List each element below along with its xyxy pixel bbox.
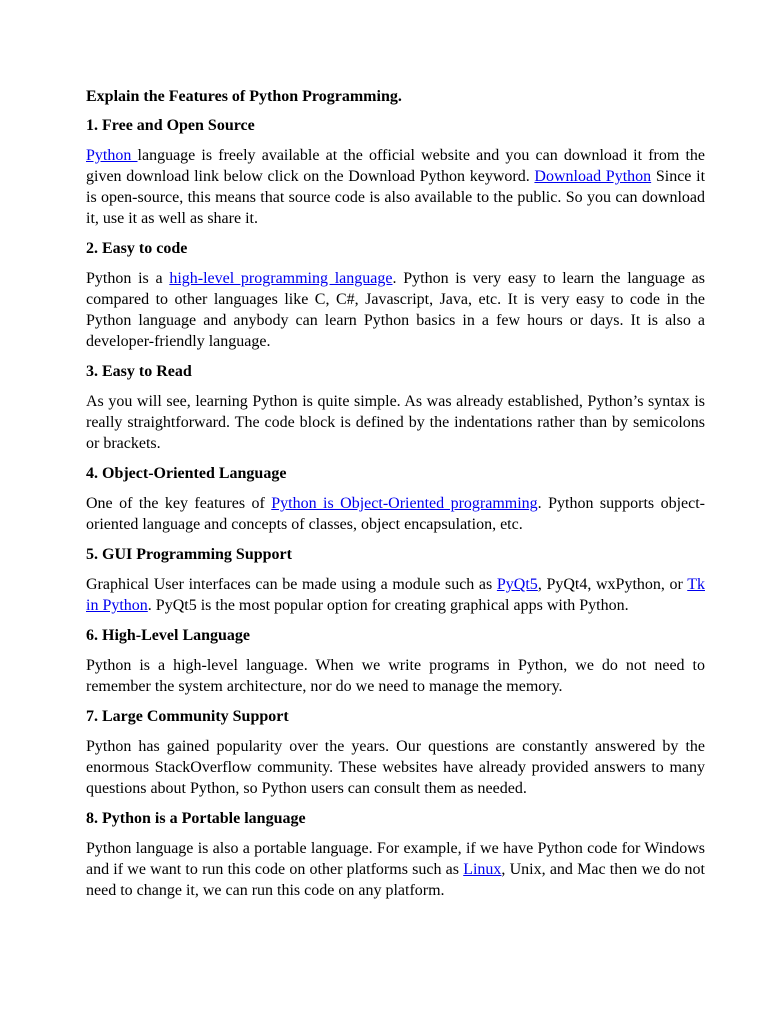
paragraph-text: One of the key features of bbox=[86, 495, 272, 512]
section-heading-high-level: 6. High-Level Language bbox=[86, 627, 251, 644]
pyqt5-link[interactable]: PyQt5 bbox=[496, 576, 538, 593]
section-heading-easy-to-read: 3. Easy to Read bbox=[86, 363, 192, 380]
section-paragraph-community: Python has gained popularity over the years. Our questions are constantly answered by the enormous StackOverflow community. These websites have already provided answers to many questions about Python, so Python users can consult them as needed. bbox=[86, 738, 705, 797]
python-oop-link[interactable]: Python is Object-Oriented programming bbox=[271, 495, 538, 512]
paragraph-text: . PyQt5 is the most popular option for creating graphical apps with Python. bbox=[147, 597, 629, 614]
document-title: Explain the Features of Python Programming. bbox=[86, 88, 402, 105]
download-python-link[interactable]: Download Python bbox=[534, 168, 652, 185]
python-link[interactable]: Python bbox=[86, 147, 138, 164]
section-heading-community: 7. Large Community Support bbox=[86, 708, 289, 725]
section-paragraph-gui-programming bbox=[86, 574, 705, 616]
section-heading-portable: 8. Python is a Portable language bbox=[86, 810, 306, 827]
section-paragraph-portable bbox=[86, 838, 705, 901]
linux-link[interactable]: Linux bbox=[463, 861, 502, 878]
paragraph-text: Python language is also a portable language. For example, if we have Python code for Windows and if we want to run this code on other platforms such as bbox=[86, 840, 705, 878]
paragraph-text: Python is a bbox=[86, 270, 170, 287]
paragraph-text: Since it is open-source, this means that source code is also available to the public. So you can download it, use it as well as share it. bbox=[86, 168, 706, 227]
paragraph-text: . Python is very easy to learn the language as compared to other languages like C, C#, Javascript, Java, etc. It is very easy to code in the Python language and anybody can learn Python basics in a few hours or days. It is also a developer-friendly language. bbox=[86, 270, 706, 350]
section-paragraph-free-open-source bbox=[86, 145, 705, 229]
tk-in-python-link[interactable]: Tk in Python bbox=[86, 576, 705, 614]
paragraph-text: , Unix, and Mac then we do not need to change it, we can run this code on any platform. bbox=[86, 861, 706, 899]
paragraph-text: language is freely available at the official website and you can download it from the given download link below click on the Download Python keyword. bbox=[86, 147, 706, 185]
paragraph-text: Graphical User interfaces can be made using a module such as bbox=[86, 576, 497, 593]
section-paragraph-object-oriented bbox=[86, 493, 705, 535]
section-paragraph-high-level: Python is a high-level language. When we write programs in Python, we do not need to remember the system architecture, nor do we need to manage the memory. bbox=[86, 657, 705, 695]
section-heading-easy-to-code: 2. Easy to code bbox=[86, 240, 188, 257]
paragraph-text: , PyQt4, wxPython, or bbox=[537, 576, 688, 593]
section-heading-object-oriented: 4. Object-Oriented Language bbox=[86, 465, 287, 482]
high-level-programming-language-link[interactable]: high-level programming language bbox=[169, 270, 393, 287]
paragraph-text: . Python supports object-oriented language and concepts of classes, object encapsulation, etc. bbox=[86, 495, 705, 533]
section-paragraph-easy-to-read: As you will see, learning Python is quite simple. As was already established, Python’s syntax is really straightforward. The code block is defined by the indentations rather than by semicolons or brackets. bbox=[86, 393, 705, 452]
document-page bbox=[86, 86, 705, 910]
section-paragraph-easy-to-code bbox=[86, 268, 705, 352]
section-heading-gui-programming: 5. GUI Programming Support bbox=[86, 546, 292, 563]
section-heading-free-open-source: 1. Free and Open Source bbox=[86, 117, 255, 134]
